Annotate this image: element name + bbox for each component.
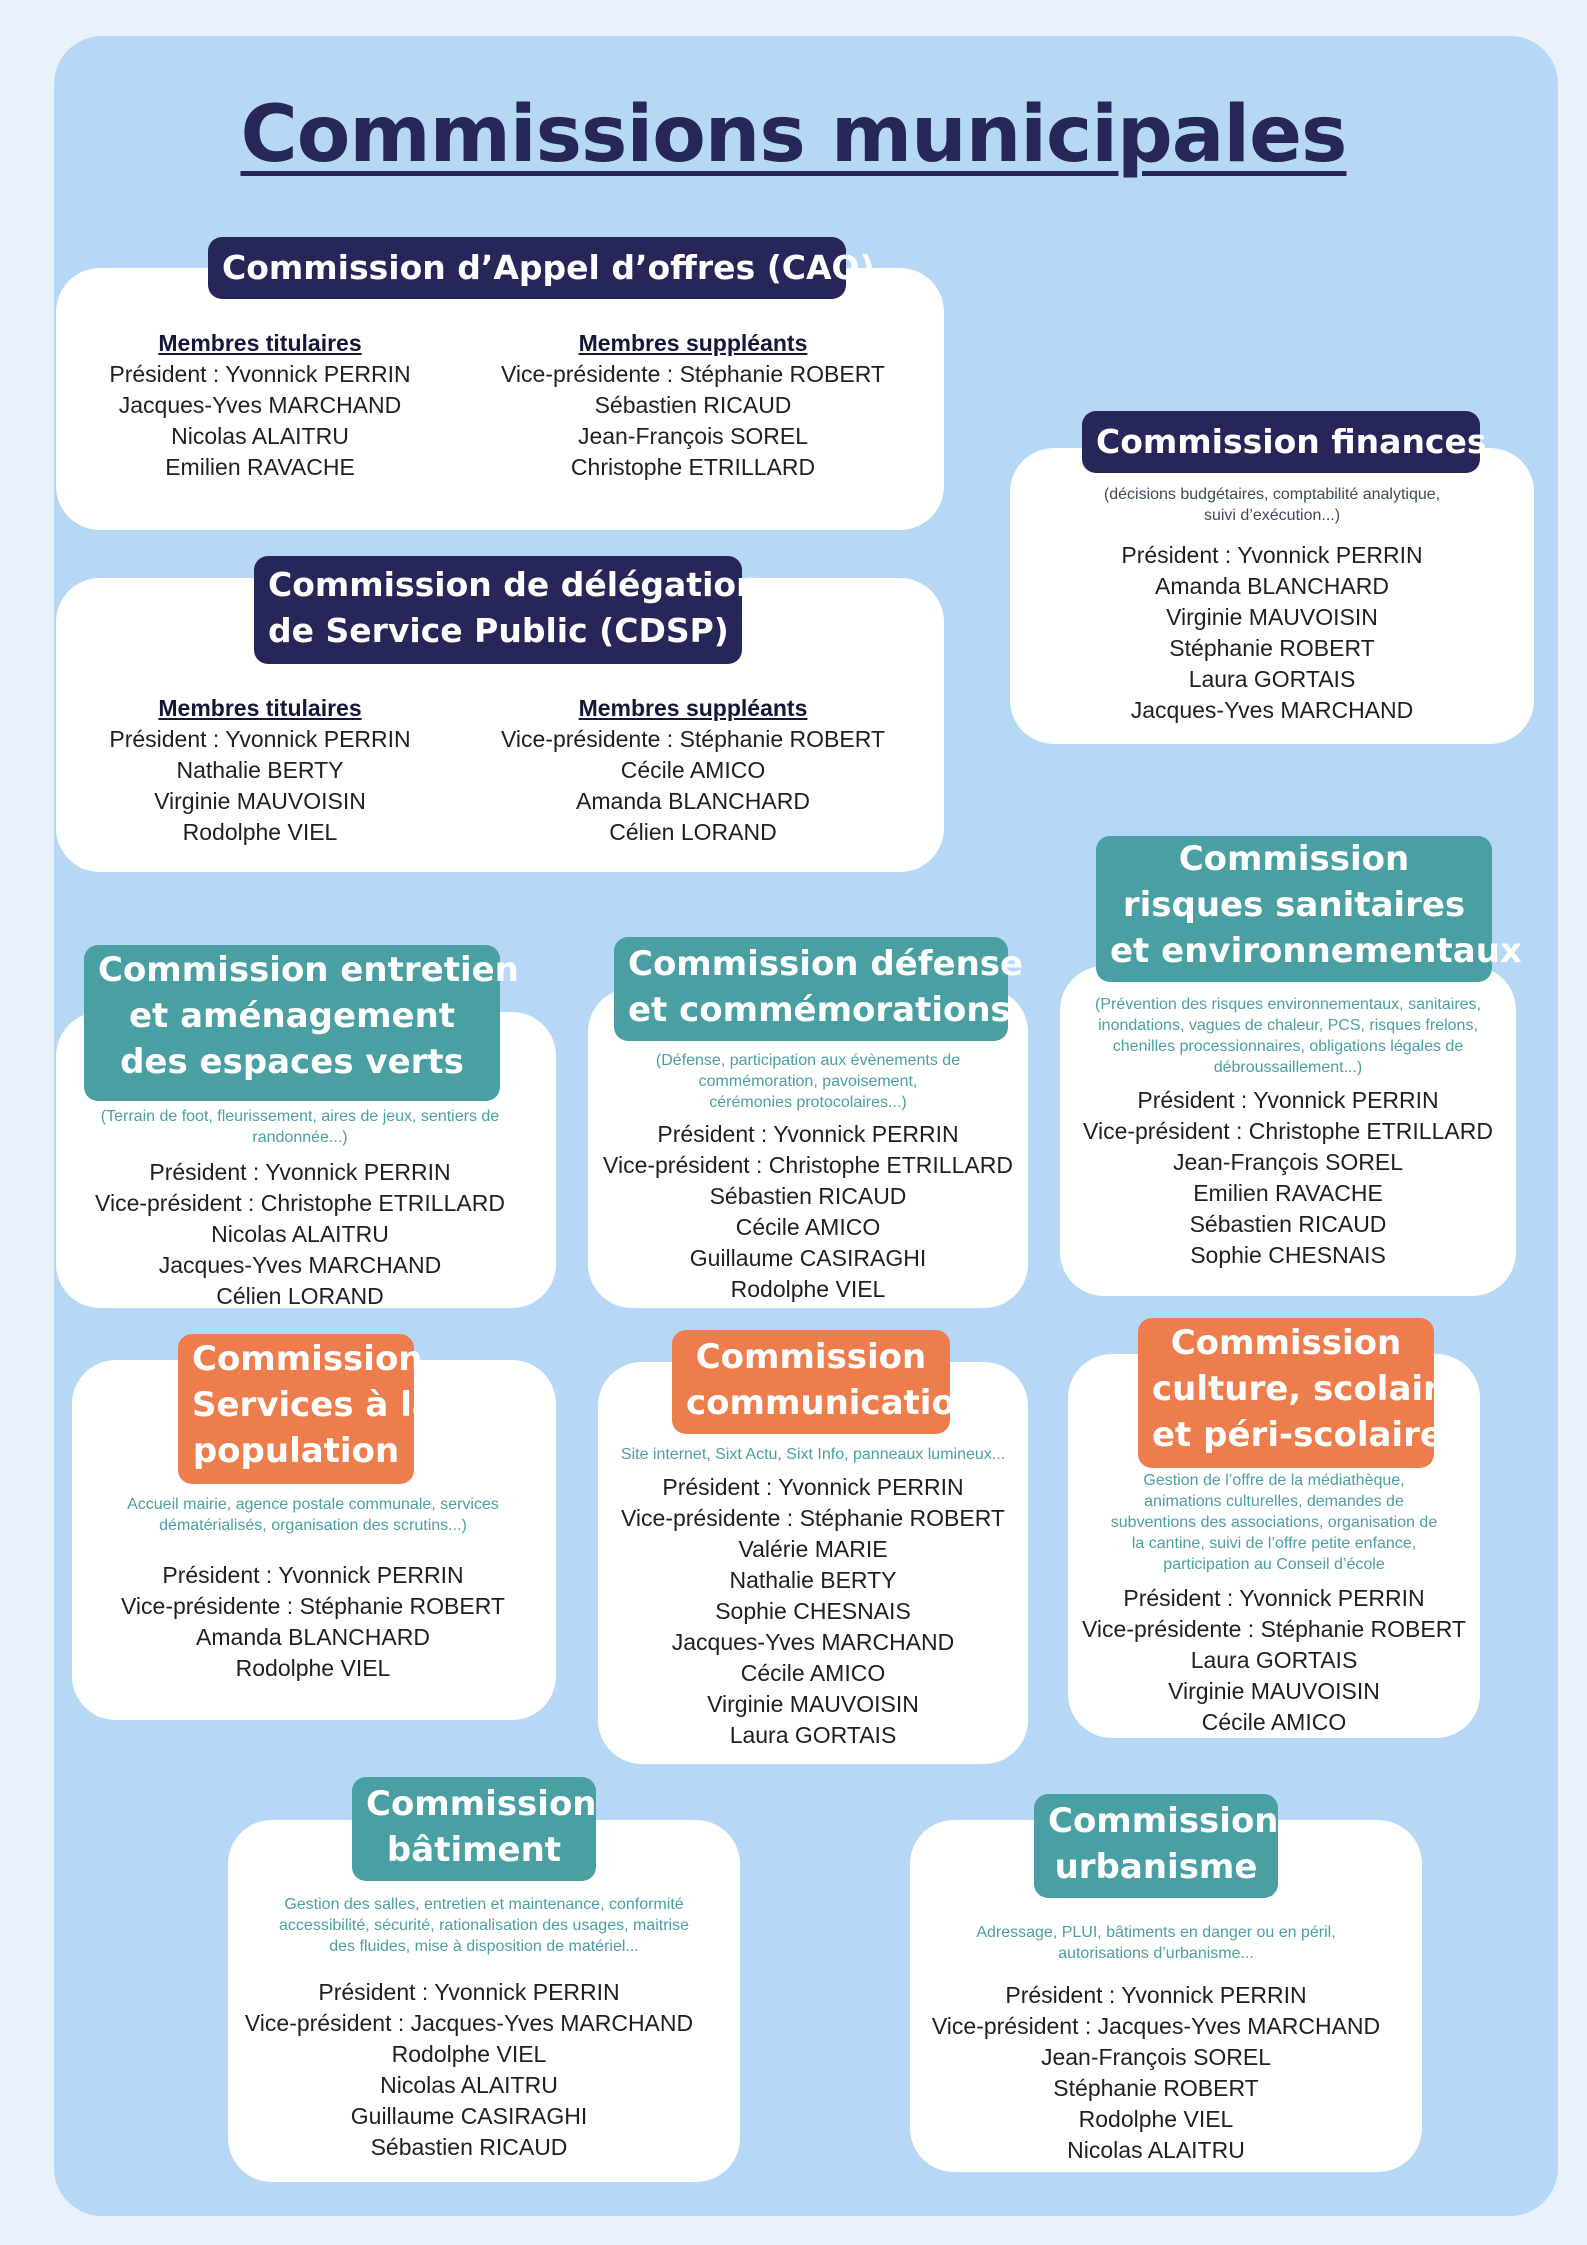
communication-description <box>598 1444 1028 1465</box>
culture-members <box>1072 1583 1476 1738</box>
cdsp-title-line: de Service Public (CDSP) <box>268 611 729 650</box>
member: Président : Yvonnick PERRIN <box>318 1979 620 2005</box>
title-line: urbanisme <box>1054 1847 1258 1887</box>
member: Nathalie BERTY <box>176 757 344 783</box>
member: Vice-président : Christophe ETRILLARD <box>95 1190 505 1216</box>
member: Vice-présidente : Stéphanie ROBERT <box>501 361 885 387</box>
finances-description <box>1020 484 1524 526</box>
member: Jacques-Yves MARCHAND <box>158 1252 442 1278</box>
member: Vice-président : Jacques-Yves MARCHAND <box>931 2013 1381 2039</box>
description-line: Site internet, Sixt Actu, Sixt Info, panneaux lumineux... <box>620 1446 1006 1463</box>
cdsp-suppleants <box>480 693 906 848</box>
services-description <box>80 1494 546 1536</box>
member: Vice-présidente : Stéphanie ROBERT <box>1082 1616 1466 1642</box>
column-heading: Membres titulaires <box>158 695 362 721</box>
defense-members <box>594 1119 1022 1305</box>
member: Cécile AMICO <box>620 757 766 783</box>
cao-suppleants <box>480 328 906 483</box>
description-line: (Défense, participation aux évènements de <box>655 1052 961 1069</box>
member: Emilien RAVACHE <box>165 454 355 480</box>
title-line: Commission <box>1048 1801 1279 1841</box>
member: Vice-président : Christophe ETRILLARD <box>1083 1118 1493 1144</box>
member: Rodolphe VIEL <box>730 1276 886 1302</box>
member: Emilien RAVACHE <box>1193 1180 1383 1206</box>
description-line: autorisations d’urbanisme... <box>1058 1945 1254 1962</box>
member: Nicolas ALAITRU <box>380 2072 558 2098</box>
member: Président : Yvonnick PERRIN <box>657 1121 959 1147</box>
member: Rodolphe VIEL <box>235 1655 391 1681</box>
member: Sophie CHESNAIS <box>1190 1242 1386 1268</box>
batiment-description <box>234 1894 734 1957</box>
title-line: culture, scolaire <box>1152 1369 1463 1409</box>
member: Président : Yvonnick PERRIN <box>662 1474 964 1500</box>
description-line: Gestion des salles, entretien et maintenance, conformité <box>284 1896 684 1913</box>
member: Vice-présidente : Stéphanie ROBERT <box>121 1593 505 1619</box>
cdsp-title <box>254 556 760 664</box>
title-line: des espaces verts <box>120 1042 464 1082</box>
finances-title: Commission finances <box>1082 411 1480 473</box>
member: Président : Yvonnick PERRIN <box>1121 542 1423 568</box>
member: Jacques-Yves MARCHAND <box>118 392 402 418</box>
title-line: Services à la <box>192 1385 435 1425</box>
urbanisme-members <box>916 1980 1396 2166</box>
title-line: Commission <box>366 1784 597 1824</box>
title-line: et commémorations <box>628 990 1011 1030</box>
member: Guillaume CASIRAGHI <box>350 2103 588 2129</box>
member: Virginie MAUVOISIN <box>154 788 366 814</box>
member: Christophe ETRILLARD <box>570 454 816 480</box>
defense-title <box>614 937 1024 1041</box>
description-line: (décisions budgétaires, comptabilité analytique, <box>1103 486 1441 503</box>
risques-title <box>1096 836 1522 982</box>
services-title <box>178 1334 435 1484</box>
member: Nicolas ALAITRU <box>211 1221 389 1247</box>
member: Laura GORTAIS <box>1190 1647 1358 1673</box>
risques-description <box>1064 994 1512 1078</box>
description-line: inondations, vagues de chaleur, PCS, risques frelons, <box>1098 1017 1478 1034</box>
title-line: communication <box>686 1383 980 1423</box>
member: Amanda BLANCHARD <box>576 788 810 814</box>
title-line: bâtiment <box>386 1830 562 1870</box>
member: Laura GORTAIS <box>729 1722 897 1748</box>
member: Vice-président : Jacques-Yves MARCHAND <box>244 2010 694 2036</box>
member: Stéphanie ROBERT <box>1053 2075 1259 2101</box>
title-line: Commission <box>192 1339 423 1379</box>
description-line: dématérialisés, organisation des scrutins...) <box>159 1517 467 1534</box>
description-line: suivi d’exécution...) <box>1203 507 1341 524</box>
description-line: Gestion de l’offre de la médiathèque, <box>1143 1472 1405 1489</box>
title-line: et aménagement <box>128 996 456 1036</box>
communication-title <box>672 1330 980 1434</box>
member: Président : Yvonnick PERRIN <box>109 361 411 387</box>
title-line: Commission <box>1178 839 1410 879</box>
espaces-verts-title <box>84 945 519 1101</box>
defense-description <box>594 1050 1022 1113</box>
member: Sébastien RICAUD <box>709 1183 907 1209</box>
espaces-verts-description <box>60 1106 540 1148</box>
description-line: animations culturelles, demandes de <box>1144 1493 1404 1510</box>
column-heading: Membres suppléants <box>578 695 808 721</box>
title-line: population <box>192 1431 400 1471</box>
member: Sébastien RICAUD <box>1189 1211 1387 1237</box>
batiment-members <box>234 1977 704 2163</box>
member: Président : Yvonnick PERRIN <box>1123 1585 1425 1611</box>
description-line: randonnée...) <box>252 1129 348 1146</box>
title-line: risques sanitaires <box>1122 885 1466 925</box>
column-heading: Membres titulaires <box>158 330 362 356</box>
title-line: Commission entretien <box>98 950 519 990</box>
member: Cécile AMICO <box>740 1660 886 1686</box>
member: Vice-présidente : Stéphanie ROBERT <box>501 726 885 752</box>
member: Virginie MAUVOISIN <box>1166 604 1378 630</box>
member: Président : Yvonnick PERRIN <box>109 726 411 752</box>
cdsp-titulaires <box>80 693 440 848</box>
page-title: Commissions municipales <box>240 90 1347 180</box>
risques-members <box>1064 1085 1512 1271</box>
member: Laura GORTAIS <box>1188 666 1356 692</box>
finances-members <box>1020 540 1524 726</box>
description-line: des fluides, mise à disposition de matériel... <box>329 1938 639 1955</box>
member: Cécile AMICO <box>735 1214 881 1240</box>
member: Jacques-Yves MARCHAND <box>671 1629 955 1655</box>
title-line: Commission <box>1170 1323 1402 1363</box>
member: Nicolas ALAITRU <box>1067 2137 1245 2163</box>
description-line: (Prévention des risques environnementaux, sanitaires, <box>1095 996 1481 1013</box>
member: Rodolphe VIEL <box>391 2041 547 2067</box>
member: Président : Yvonnick PERRIN <box>149 1159 451 1185</box>
urbanisme-description <box>916 1922 1396 1964</box>
title-line: Commission <box>695 1337 927 1377</box>
column-heading: Membres suppléants <box>578 330 808 356</box>
member: Vice-présidente : Stéphanie ROBERT <box>621 1505 1005 1531</box>
title-line: et péri-scolaire <box>1152 1415 1443 1455</box>
member: Cécile AMICO <box>1201 1709 1347 1735</box>
member: Guillaume CASIRAGHI <box>689 1245 927 1271</box>
member: Président : Yvonnick PERRIN <box>1005 1982 1307 2008</box>
member: Valérie MARIE <box>738 1536 888 1562</box>
member: Sébastien RICAUD <box>370 2134 568 2160</box>
member: Jacques-Yves MARCHAND <box>1130 697 1414 723</box>
cao-titulaires <box>80 328 440 483</box>
member: Vice-président : Christophe ETRILLARD <box>603 1152 1013 1178</box>
description-line: participation au Conseil d’école <box>1163 1556 1385 1573</box>
member: Nicolas ALAITRU <box>171 423 349 449</box>
member: Jean-François SOREL <box>1172 1149 1404 1175</box>
batiment-title <box>352 1777 596 1881</box>
description-line: subventions des associations, organisation de <box>1110 1514 1438 1531</box>
culture-title <box>1138 1318 1463 1468</box>
member: Rodolphe VIEL <box>182 819 338 845</box>
member: Amanda BLANCHARD <box>1155 573 1389 599</box>
culture-description <box>1072 1470 1476 1575</box>
cao-title: Commission d’Appel d’offres (CAO) <box>208 237 846 299</box>
description-line: cérémonies protocolaires...) <box>709 1094 907 1111</box>
member: Sophie CHESNAIS <box>715 1598 911 1624</box>
member: Virginie MAUVOISIN <box>1168 1678 1380 1704</box>
member: Jean-François SOREL <box>577 423 809 449</box>
urbanisme-title <box>1034 1794 1278 1898</box>
description-line: Adressage, PLUI, bâtiments en danger ou en péril, <box>976 1924 1336 1941</box>
description-line: accessibilité, sécurité, rationalisation des usages, maitrise <box>279 1917 689 1934</box>
member: Jean-François SOREL <box>1040 2044 1272 2070</box>
espaces-verts-members <box>60 1157 540 1312</box>
cdsp-title-line: Commission de délégation <box>268 565 760 604</box>
services-members <box>80 1560 546 1684</box>
description-line: la cantine, suivi de l’offre petite enfance, <box>1131 1535 1417 1552</box>
description-line: Accueil mairie, agence postale communale, services <box>127 1496 499 1513</box>
description-line: débroussaillement...) <box>1213 1059 1363 1076</box>
member: Président : Yvonnick PERRIN <box>1137 1087 1439 1113</box>
member: Rodolphe VIEL <box>1078 2106 1234 2132</box>
description-line: (Terrain de foot, fleurissement, aires de jeux, sentiers de <box>100 1108 500 1125</box>
description-line: chenilles processionnaires, obligations légales de <box>1112 1038 1464 1055</box>
member: Célien LORAND <box>216 1283 384 1309</box>
member: Célien LORAND <box>609 819 777 845</box>
member: Président : Yvonnick PERRIN <box>162 1562 464 1588</box>
member: Amanda BLANCHARD <box>196 1624 430 1650</box>
communication-members <box>604 1472 1022 1751</box>
description-line: commémoration, pavoisement, <box>698 1073 918 1090</box>
member: Stéphanie ROBERT <box>1169 635 1375 661</box>
member: Virginie MAUVOISIN <box>707 1691 919 1717</box>
title-line: Commission défense <box>628 944 1024 984</box>
member: Nathalie BERTY <box>729 1567 897 1593</box>
title-line: et environnementaux <box>1110 931 1522 971</box>
member: Sébastien RICAUD <box>594 392 792 418</box>
